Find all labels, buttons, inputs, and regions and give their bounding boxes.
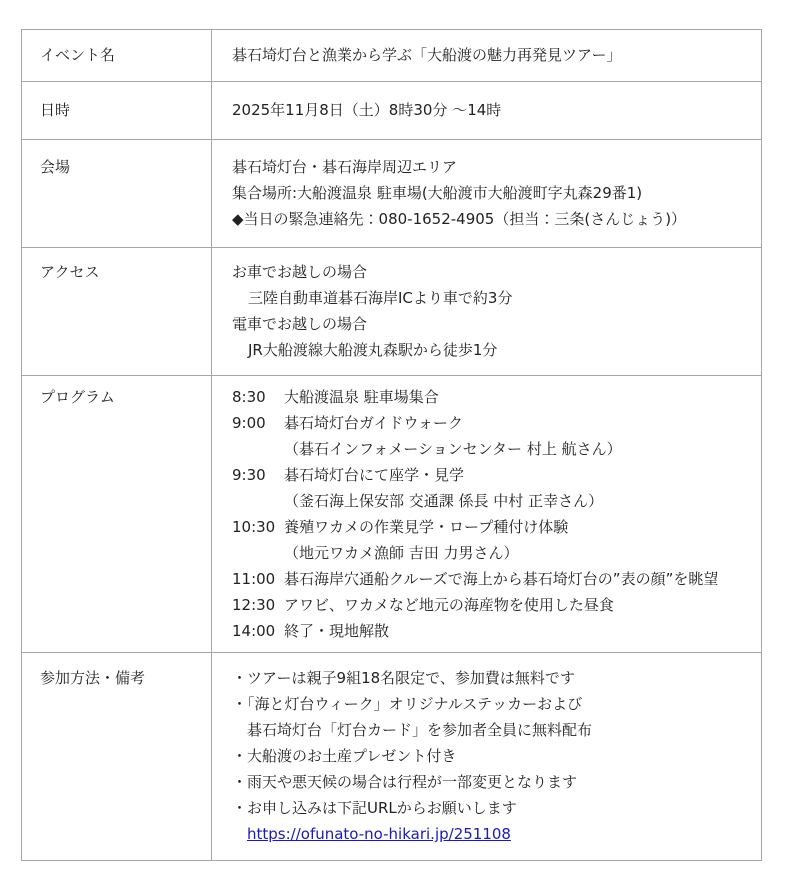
program-time: 12:30 bbox=[232, 596, 276, 614]
venue-meeting-place: 集合場所:大船渡温泉 駐車場(大船渡市大船渡町字丸森29番1) bbox=[232, 184, 643, 202]
program-item bbox=[232, 566, 749, 592]
program-text: 養殖ワカメの作業見学・ロープ種付け体験 bbox=[284, 518, 569, 536]
program-time bbox=[232, 540, 284, 566]
access-by-train-detail: JR大船渡線大船渡丸森駅から徒歩1分 bbox=[248, 341, 498, 359]
event-name-label: イベント名 bbox=[22, 30, 212, 82]
venue-label: 会場 bbox=[22, 140, 212, 248]
venue-emergency-contact: ◆当日の緊急連絡先：080-1652-4905（担当：三条(さんじょう)） bbox=[232, 210, 687, 228]
venue-area: 碁石埼灯台・碁石海岸周辺エリア bbox=[232, 158, 458, 176]
program-text: 大船渡温泉 駐車場集合 bbox=[284, 388, 439, 406]
access-by-car-detail: 三陸自動車道碁石海岸ICより車で約3分 bbox=[248, 289, 513, 307]
program-text: （地元ワカメ漁師 吉田 力男さん） bbox=[284, 544, 519, 562]
program-item bbox=[232, 410, 749, 436]
note-capacity: ・ツアーは親子9組18名限定で、参加費は無料です bbox=[232, 669, 575, 687]
program-item bbox=[232, 592, 749, 618]
program-text: （釜石海上保安部 交通課 係長 中村 正幸さん） bbox=[284, 492, 604, 510]
program-time: 8:30 bbox=[232, 388, 266, 406]
program-item-speaker bbox=[232, 436, 749, 462]
program-time: 9:30 bbox=[232, 466, 266, 484]
access-label: アクセス bbox=[22, 248, 212, 376]
note-url-line bbox=[232, 821, 749, 847]
event-name-value: 碁石埼灯台と漁業から学ぶ「大船渡の魅力再発見ツアー」 bbox=[232, 46, 622, 64]
row-program bbox=[22, 376, 762, 653]
program-item-speaker bbox=[232, 488, 749, 514]
row-event-name bbox=[22, 30, 762, 82]
program-text: （碁石インフォメーションセンター 村上 航さん） bbox=[284, 440, 622, 458]
access-by-car-heading: お車でお越しの場合 bbox=[232, 263, 368, 281]
note-souvenir: ・大船渡のお土産プレゼント付き bbox=[232, 747, 457, 765]
program-time: 11:00 bbox=[232, 570, 276, 588]
event-info-table bbox=[21, 29, 762, 861]
program-item-speaker bbox=[232, 540, 749, 566]
program-time: 14:00 bbox=[232, 622, 276, 640]
program-item bbox=[232, 462, 749, 488]
note-weather: ・雨天や悪天候の場合は行程が一部変更となります bbox=[232, 773, 578, 791]
datetime-label: 日時 bbox=[22, 82, 212, 140]
program-item bbox=[232, 514, 749, 540]
program-label: プログラム bbox=[22, 376, 212, 653]
note-lighthouse-card: 碁石埼灯台「灯台カード」を参加者全員に無料配布 bbox=[247, 721, 593, 739]
program-text: アワビ、ワカメなど地元の海産物を使用した昼食 bbox=[284, 596, 614, 614]
access-by-train-heading: 電車でお越しの場合 bbox=[232, 315, 368, 333]
program-time: 9:00 bbox=[232, 414, 266, 432]
program-text: 終了・現地解散 bbox=[284, 622, 390, 640]
program-text: 碁石埼灯台にて座学・見学 bbox=[284, 466, 465, 484]
application-url-link[interactable]: https://ofunato-no-hikari.jp/251108 bbox=[247, 825, 511, 843]
row-notes bbox=[22, 653, 762, 861]
note-apply: ・お申し込みは下記URLからお願いします bbox=[232, 799, 517, 817]
program-text: 碁石埼灯台ガイドウォーク bbox=[284, 414, 463, 432]
row-datetime bbox=[22, 82, 762, 140]
program-time bbox=[232, 488, 284, 514]
notes-label: 参加方法・備考 bbox=[22, 653, 212, 861]
program-time: 10:30 bbox=[232, 518, 276, 536]
program-time bbox=[232, 436, 284, 462]
note-sticker: ・「海と灯台ウィーク」オリジナルステッカーおよび bbox=[232, 695, 583, 713]
row-access bbox=[22, 248, 762, 376]
program-text: 碁石海岸穴通船クルーズで海上から碁石埼灯台の”表の顔”を眺望 bbox=[284, 570, 719, 588]
program-item bbox=[232, 384, 749, 410]
datetime-value: 2025年11月8日（土）8時30分 ～14時 bbox=[232, 101, 502, 119]
program-item bbox=[232, 618, 749, 644]
row-venue bbox=[22, 140, 762, 248]
